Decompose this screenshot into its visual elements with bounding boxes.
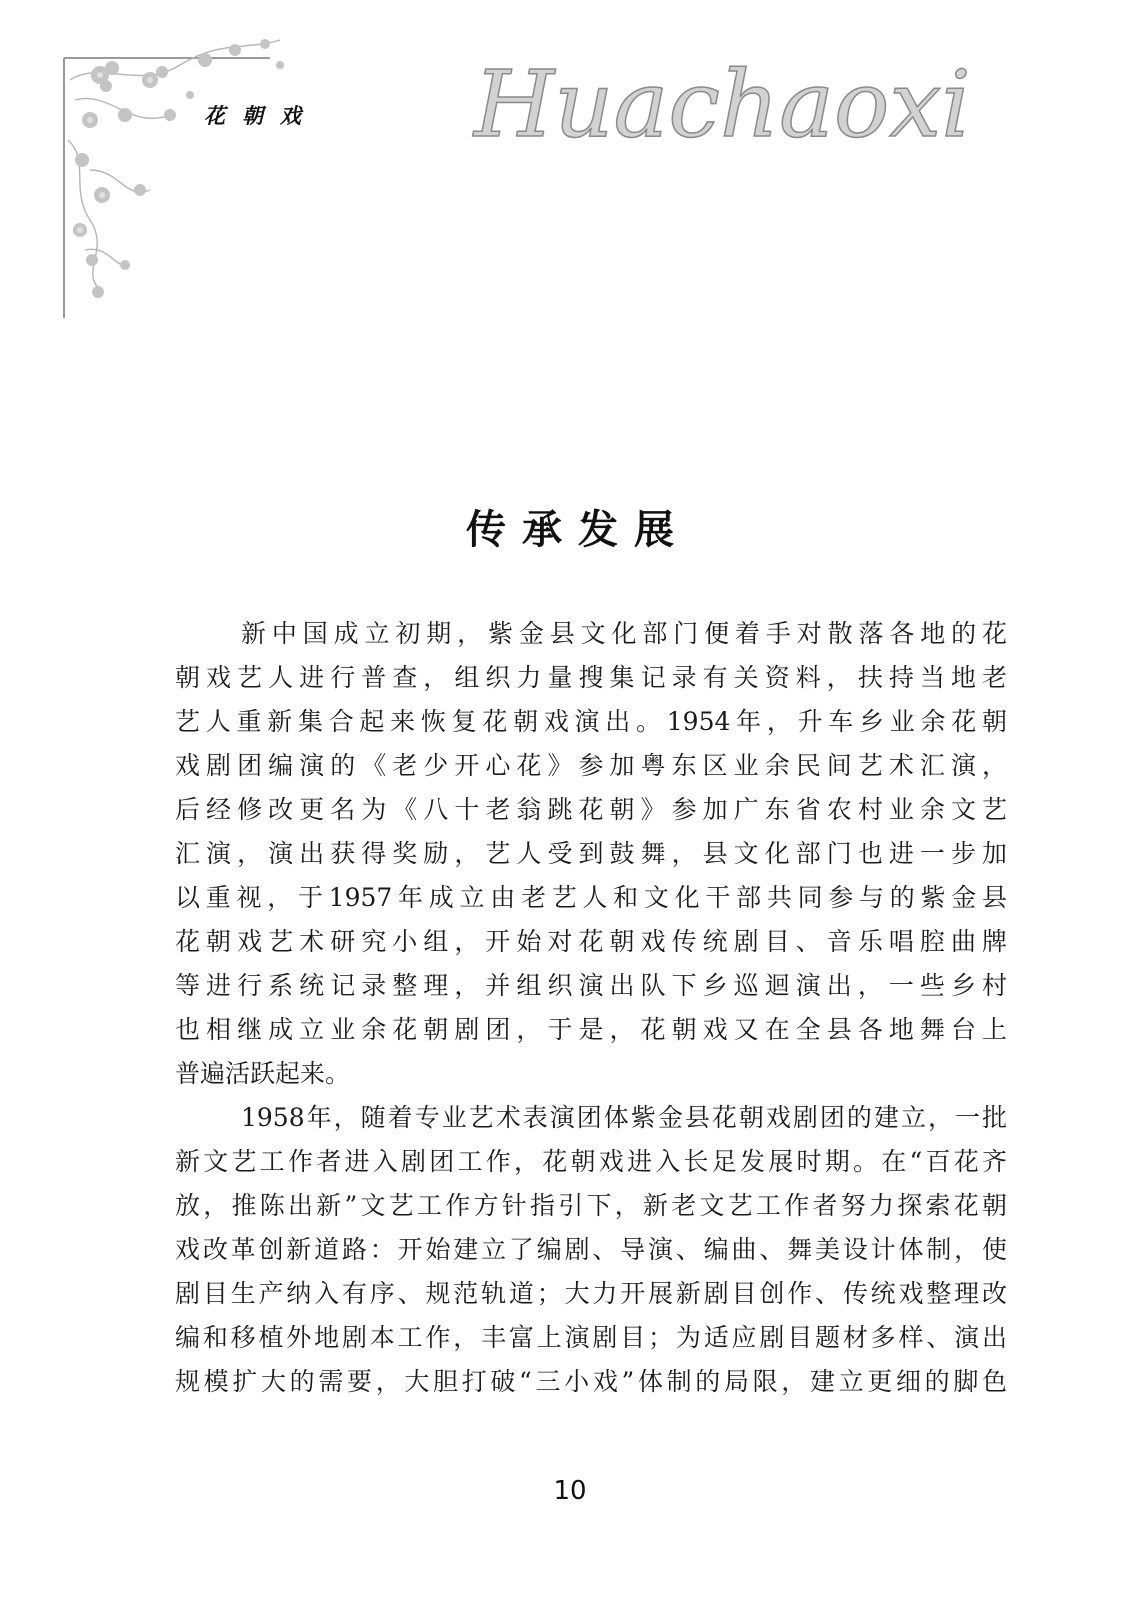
section-title: 传承发展 [466, 507, 690, 553]
text-line: 编和移植外地剧本工作，丰富上演剧目；为适应剧目题材多样、演出 [175, 1323, 1007, 1352]
text-line: 剧目生产纳入有序、规范轨道；大力开展新剧目创作、传统戏整理改 [175, 1279, 1007, 1308]
text-line: 戏改革创新道路：开始建立了编剧、导演、编曲、舞美设计体制，使 [175, 1235, 1007, 1264]
text-line: 1958年，随着专业艺术表演团体紫金县花朝戏剧团的建立，一批 [241, 1103, 1007, 1132]
text-line: 新文艺工作者进入剧团工作，花朝戏进入长足发展时期。在“百花齐 [175, 1147, 1007, 1176]
text-line: 汇演，演出获得奖励，艺人受到鼓舞，县文化部门也进一步加 [175, 839, 1007, 868]
floral-corner-ornament-icon [30, 20, 350, 330]
paragraph-2 [175, 1096, 1007, 1404]
paragraph-1 [175, 612, 1007, 1096]
text-line: 以重视，于1957年成立由老艺人和文化干部共同参与的紫金县 [175, 883, 1007, 912]
text-line: 朝戏艺人进行普查，组织力量搜集记录有关资料，扶持当地老 [175, 663, 1007, 692]
text-line: 等进行系统记录整理，并组织演出队下乡巡迴演出，一些乡村 [175, 971, 1007, 1000]
text-line: 后经修改更名为《八十老翁跳花朝》参加广东省农村业余文艺 [175, 795, 1007, 824]
page-number: 10 [553, 1476, 587, 1506]
text-line: 也相继成立业余花朝剧团，于是，花朝戏又在全县各地舞台上 [175, 1015, 1007, 1044]
text-line: 花朝戏艺术研究小组，开始对花朝戏传统剧目、音乐唱腔曲牌 [175, 927, 1007, 956]
text-line: 规模扩大的需要，大胆打破“三小戏”体制的局限，建立更细的脚色 [175, 1367, 1007, 1396]
script-title: Huachaoxi [474, 51, 971, 158]
text-line: 普遍活跃起来。 [175, 1059, 351, 1088]
running-header-label: 花朝戏 [204, 104, 318, 128]
text-line: 艺人重新集合起来恢复花朝戏演出。1954年，升车乡业余花朝 [175, 707, 1007, 736]
script-title-decoration [470, 40, 1070, 160]
body-text [175, 612, 1007, 1404]
text-line: 戏剧团编演的《老少开心花》参加粤东区业余民间艺术汇演， [175, 751, 1007, 780]
text-line: 放，推陈出新”文艺工作方针指引下，新老文艺工作者努力探索花朝 [175, 1191, 1007, 1220]
text-line: 新中国成立初期，紫金县文化部门便着手对散落各地的花 [241, 619, 1007, 648]
